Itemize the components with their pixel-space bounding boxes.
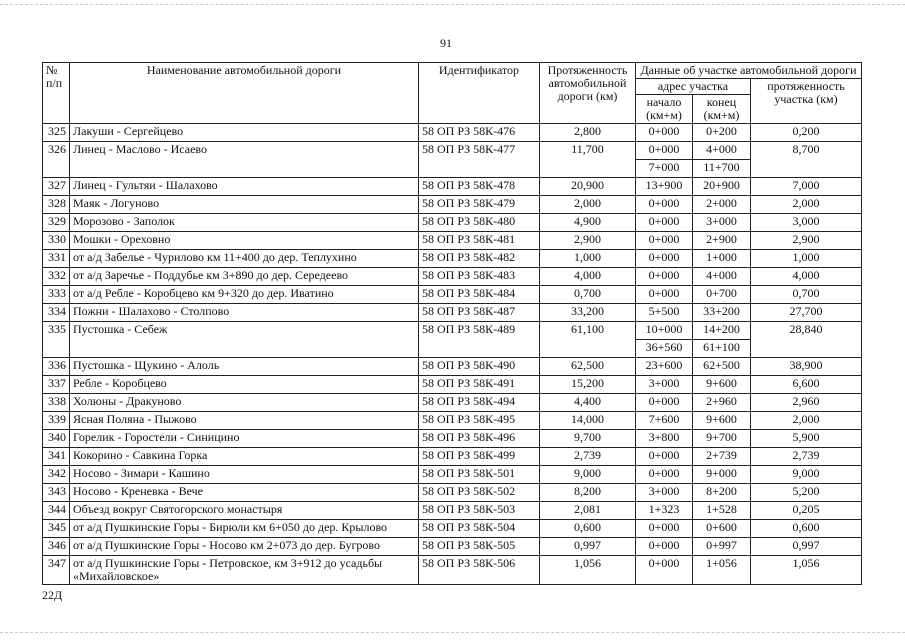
col-header-start: начало (км+м) (636, 95, 693, 124)
col-header-id: Идентификатор (419, 63, 540, 124)
road-id-cell: 58 ОП РЗ 58К-487 (419, 304, 540, 322)
section-length-cell: 5,200 (751, 484, 862, 502)
table-row (43, 412, 862, 430)
section-length-cell: 0,200 (751, 124, 862, 142)
table-row (43, 322, 862, 340)
road-name-cell: от а/д Пушкинские Горы - Носово км 2+073 до дер. Бугрово (70, 538, 419, 556)
road-length-cell: 11,700 (540, 142, 636, 178)
section-length-cell: 4,000 (751, 268, 862, 286)
section-end-cell: 11+700 (693, 160, 751, 178)
section-end-cell: 20+900 (693, 178, 751, 196)
section-start-cell: 5+500 (636, 304, 693, 322)
road-id-cell: 58 ОП РЗ 58К-491 (419, 376, 540, 394)
road-length-cell: 4,400 (540, 394, 636, 412)
row-number-cell: 345 (43, 520, 70, 538)
road-length-cell: 2,739 (540, 448, 636, 466)
col-header-section-data: Данные об участке автомобильной дороги (636, 63, 862, 79)
section-end-cell: 9+000 (693, 466, 751, 484)
road-name-cell: Мошки - Ореховно (70, 232, 419, 250)
section-length-cell: 28,840 (751, 322, 862, 358)
road-id-cell: 58 ОП РЗ 58К-484 (419, 286, 540, 304)
table-row (43, 538, 862, 556)
road-name-cell: Горелик - Горостели - Синицино (70, 430, 419, 448)
section-end-cell: 0+600 (693, 520, 751, 538)
section-end-cell: 2+960 (693, 394, 751, 412)
section-start-cell: 3+000 (636, 484, 693, 502)
col-header-length: Протяженность автомобильной дороги (км) (540, 63, 636, 124)
road-id-cell: 58 ОП РЗ 58К-489 (419, 322, 540, 358)
road-name-cell: Линец - Гультяи - Шалахово (70, 178, 419, 196)
road-name-cell: от а/д Ребле - Коробцево км 9+320 до дер. Иватино (70, 286, 419, 304)
row-number-cell: 340 (43, 430, 70, 448)
table-row (43, 448, 862, 466)
section-length-cell: 2,739 (751, 448, 862, 466)
bottom-edge-line (0, 632, 905, 633)
road-id-cell: 58 ОП РЗ 58К-490 (419, 358, 540, 376)
table-row (43, 178, 862, 196)
road-id-cell: 58 ОП РЗ 58К-504 (419, 520, 540, 538)
col-header-end: конец (км+м) (693, 95, 751, 124)
road-name-cell: от а/д Пушкинские Горы - Петровское, км 3+912 до усадьбы «Михайловское» (70, 556, 419, 585)
section-length-cell: 0,205 (751, 502, 862, 520)
road-name-cell: Линец - Маслово - Исаево (70, 142, 419, 178)
road-id-cell: 58 ОП РЗ 58К-501 (419, 466, 540, 484)
row-number-cell: 328 (43, 196, 70, 214)
road-length-cell: 1,000 (540, 250, 636, 268)
road-length-cell: 4,900 (540, 214, 636, 232)
footer-code: 22Д (42, 588, 63, 602)
road-id-cell: 58 ОП РЗ 58К-505 (419, 538, 540, 556)
section-end-cell: 61+100 (693, 340, 751, 358)
road-id-cell: 58 ОП РЗ 58К-506 (419, 556, 540, 585)
table-row (43, 250, 862, 268)
road-id-cell: 58 ОП РЗ 58К-478 (419, 178, 540, 196)
table-row (43, 124, 862, 142)
section-length-cell: 3,000 (751, 214, 862, 232)
row-number-cell: 347 (43, 556, 70, 585)
row-number-cell: 335 (43, 322, 70, 358)
road-length-cell: 1,056 (540, 556, 636, 585)
road-length-cell: 0,600 (540, 520, 636, 538)
road-name-cell: Пустошка - Щукино - Алоль (70, 358, 419, 376)
section-end-cell: 9+700 (693, 430, 751, 448)
table-row (43, 502, 862, 520)
section-end-cell: 33+200 (693, 304, 751, 322)
road-name-cell: Носово - Зимари - Кашино (70, 466, 419, 484)
section-end-cell: 4+000 (693, 268, 751, 286)
road-id-cell: 58 ОП РЗ 58К-483 (419, 268, 540, 286)
row-number-cell: 344 (43, 502, 70, 520)
section-start-cell: 0+000 (636, 214, 693, 232)
section-length-cell: 0,700 (751, 286, 862, 304)
row-number-cell: 336 (43, 358, 70, 376)
section-length-cell: 0,997 (751, 538, 862, 556)
road-name-cell: Ясная Поляна - Пыжово (70, 412, 419, 430)
road-name-cell: от а/д Пушкинские Горы - Бирюли км 6+050 до дер. Крылово (70, 520, 419, 538)
section-start-cell: 0+000 (636, 448, 693, 466)
row-number-cell: 329 (43, 214, 70, 232)
col-header-name: Наименование автомобильной дороги (70, 63, 419, 124)
section-end-cell: 0+997 (693, 538, 751, 556)
row-number-cell: 341 (43, 448, 70, 466)
road-length-cell: 8,200 (540, 484, 636, 502)
table-row (43, 394, 862, 412)
section-start-cell: 0+000 (636, 196, 693, 214)
road-name-cell: от а/д Забелье - Чурилово км 11+400 до дер. Теплухино (70, 250, 419, 268)
road-name-cell: Маяк - Логуново (70, 196, 419, 214)
section-end-cell: 2+900 (693, 232, 751, 250)
section-length-cell: 2,000 (751, 412, 862, 430)
section-start-cell: 0+000 (636, 268, 693, 286)
road-length-cell: 14,000 (540, 412, 636, 430)
section-end-cell: 1+528 (693, 502, 751, 520)
section-start-cell: 3+000 (636, 376, 693, 394)
road-length-cell: 2,081 (540, 502, 636, 520)
row-number-cell: 334 (43, 304, 70, 322)
road-name-cell: Объезд вокруг Святогорского монастыря (70, 502, 419, 520)
road-length-cell: 2,800 (540, 124, 636, 142)
road-length-cell: 9,700 (540, 430, 636, 448)
section-start-cell: 0+000 (636, 466, 693, 484)
row-number-cell: 346 (43, 538, 70, 556)
road-id-cell: 58 ОП РЗ 58К-479 (419, 196, 540, 214)
section-end-cell: 2+000 (693, 196, 751, 214)
road-id-cell: 58 ОП РЗ 58К-495 (419, 412, 540, 430)
table-row (43, 484, 862, 502)
col-header-section-length: протяженность участка (км) (751, 79, 862, 124)
road-length-cell: 2,900 (540, 232, 636, 250)
section-start-cell: 0+000 (636, 538, 693, 556)
table-row (43, 556, 862, 585)
col-header-address: адрес участка (636, 79, 751, 95)
section-length-cell: 5,900 (751, 430, 862, 448)
section-end-cell: 1+056 (693, 556, 751, 585)
road-name-cell: Ребле - Коробцево (70, 376, 419, 394)
road-id-cell: 58 ОП РЗ 58К-476 (419, 124, 540, 142)
road-id-cell: 58 ОП РЗ 58К-477 (419, 142, 540, 178)
section-end-cell: 0+700 (693, 286, 751, 304)
row-number-cell: 332 (43, 268, 70, 286)
section-start-cell: 0+000 (636, 520, 693, 538)
section-length-cell: 2,960 (751, 394, 862, 412)
row-number-cell: 327 (43, 178, 70, 196)
row-number-cell: 337 (43, 376, 70, 394)
road-length-cell: 61,100 (540, 322, 636, 358)
section-end-cell: 2+739 (693, 448, 751, 466)
section-start-cell: 0+000 (636, 286, 693, 304)
row-number-cell: 330 (43, 232, 70, 250)
road-name-cell: Лакуши - Сергейцево (70, 124, 419, 142)
roads-table (42, 62, 862, 585)
section-start-cell: 0+000 (636, 124, 693, 142)
row-number-cell: 339 (43, 412, 70, 430)
road-name-cell: Морозово - Заполок (70, 214, 419, 232)
road-id-cell: 58 ОП РЗ 58К-481 (419, 232, 540, 250)
road-name-cell: Пожни - Шалахово - Столпово (70, 304, 419, 322)
road-id-cell: 58 ОП РЗ 58К-496 (419, 430, 540, 448)
section-start-cell: 1+323 (636, 502, 693, 520)
road-name-cell: Пустошка - Себеж (70, 322, 419, 358)
section-start-cell: 0+000 (636, 232, 693, 250)
road-name-cell: от а/д Заречье - Поддубье км 3+890 до дер. Середеево (70, 268, 419, 286)
road-name-cell: Кокорино - Савкина Горка (70, 448, 419, 466)
section-length-cell: 2,000 (751, 196, 862, 214)
table-row (43, 232, 862, 250)
section-length-cell: 8,700 (751, 142, 862, 178)
section-start-cell: 7+000 (636, 160, 693, 178)
section-end-cell: 4+000 (693, 142, 751, 160)
section-start-cell: 10+000 (636, 322, 693, 340)
section-end-cell: 0+200 (693, 124, 751, 142)
section-end-cell: 1+000 (693, 250, 751, 268)
row-number-cell: 342 (43, 466, 70, 484)
section-start-cell: 13+900 (636, 178, 693, 196)
road-id-cell: 58 ОП РЗ 58К-494 (419, 394, 540, 412)
table-row (43, 196, 862, 214)
road-name-cell: Носово - Креневка - Вече (70, 484, 419, 502)
road-length-cell: 33,200 (540, 304, 636, 322)
section-end-cell: 3+000 (693, 214, 751, 232)
section-length-cell: 7,000 (751, 178, 862, 196)
table-row (43, 142, 862, 160)
table-row (43, 214, 862, 232)
row-number-cell: 326 (43, 142, 70, 178)
section-start-cell: 0+000 (636, 556, 693, 585)
section-start-cell: 0+000 (636, 394, 693, 412)
section-start-cell: 0+000 (636, 250, 693, 268)
section-end-cell: 9+600 (693, 376, 751, 394)
road-length-cell: 0,997 (540, 538, 636, 556)
section-end-cell: 9+600 (693, 412, 751, 430)
road-id-cell: 58 ОП РЗ 58К-480 (419, 214, 540, 232)
road-id-cell: 58 ОП РЗ 58К-499 (419, 448, 540, 466)
top-edge-line (0, 4, 905, 5)
section-length-cell: 1,000 (751, 250, 862, 268)
section-start-cell: 23+600 (636, 358, 693, 376)
section-start-cell: 36+560 (636, 340, 693, 358)
section-length-cell: 0,600 (751, 520, 862, 538)
road-length-cell: 4,000 (540, 268, 636, 286)
road-length-cell: 15,200 (540, 376, 636, 394)
section-end-cell: 14+200 (693, 322, 751, 340)
section-length-cell: 1,056 (751, 556, 862, 585)
table-row (43, 466, 862, 484)
section-end-cell: 62+500 (693, 358, 751, 376)
row-number-cell: 331 (43, 250, 70, 268)
table-row (43, 286, 862, 304)
road-length-cell: 2,000 (540, 196, 636, 214)
road-name-cell: Холюны - Дракуново (70, 394, 419, 412)
section-length-cell: 2,900 (751, 232, 862, 250)
table-row (43, 520, 862, 538)
table-row (43, 304, 862, 322)
road-id-cell: 58 ОП РЗ 58К-482 (419, 250, 540, 268)
page-number: 91 (440, 36, 452, 50)
section-length-cell: 6,600 (751, 376, 862, 394)
section-length-cell: 27,700 (751, 304, 862, 322)
row-number-cell: 325 (43, 124, 70, 142)
section-length-cell: 38,900 (751, 358, 862, 376)
road-length-cell: 20,900 (540, 178, 636, 196)
section-length-cell: 9,000 (751, 466, 862, 484)
table-row (43, 430, 862, 448)
road-id-cell: 58 ОП РЗ 58К-502 (419, 484, 540, 502)
row-number-cell: 343 (43, 484, 70, 502)
road-length-cell: 0,700 (540, 286, 636, 304)
table-row (43, 358, 862, 376)
table-row (43, 376, 862, 394)
section-start-cell: 0+000 (636, 142, 693, 160)
row-number-cell: 333 (43, 286, 70, 304)
road-id-cell: 58 ОП РЗ 58К-503 (419, 502, 540, 520)
table-row (43, 268, 862, 286)
section-start-cell: 7+600 (636, 412, 693, 430)
section-end-cell: 8+200 (693, 484, 751, 502)
col-header-num: № п/п (43, 63, 70, 124)
road-length-cell: 62,500 (540, 358, 636, 376)
table-body (43, 124, 862, 585)
road-length-cell: 9,000 (540, 466, 636, 484)
section-start-cell: 3+800 (636, 430, 693, 448)
row-number-cell: 338 (43, 394, 70, 412)
